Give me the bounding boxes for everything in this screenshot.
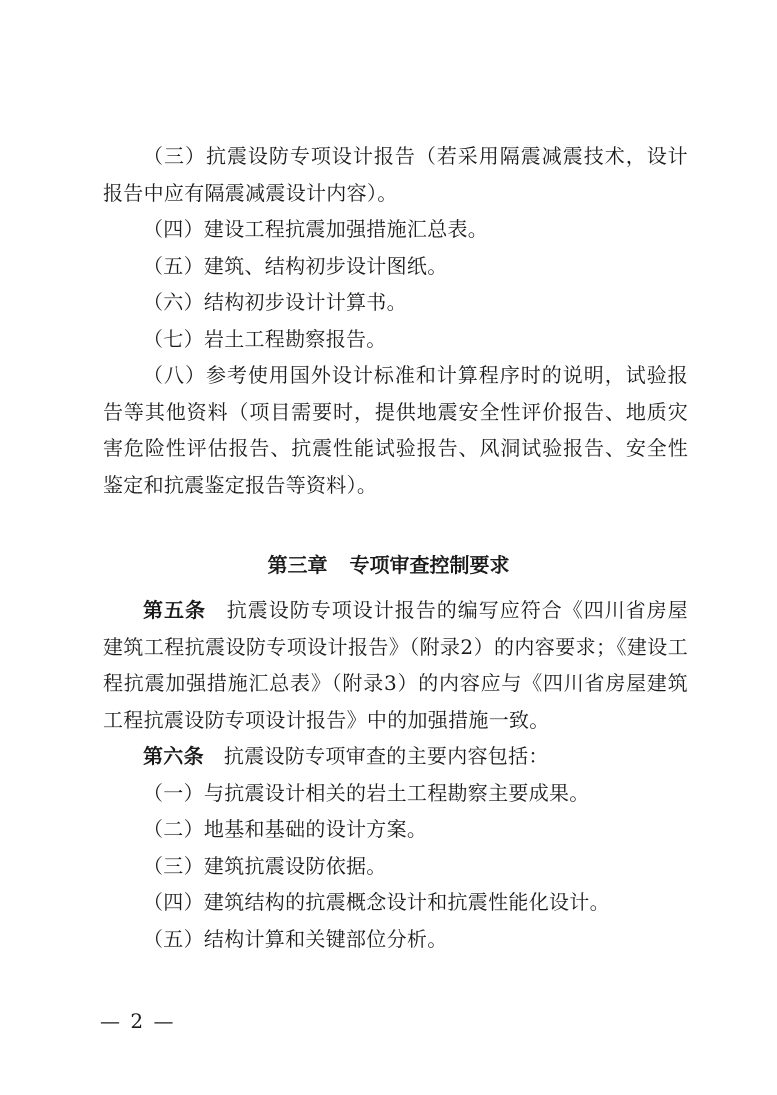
page-number: — 2 — <box>100 1009 176 1033</box>
review-item-3: （三）建筑抗震设防依据。 <box>143 853 387 878</box>
review-item-2: （二）地基和基础的设计方案。 <box>143 817 428 841</box>
submission-materials-list <box>103 138 688 503</box>
chapter-heading <box>0 550 777 580</box>
list-item-8: （八）参考使用国外设计标准和计算程序时的说明，试验报告等其他资料（项目需要时，提供地震安全性评价报告、地质灾害危险性评估报告、抗震性能试验报告、风洞试验报告、安全性鉴定和抗震鉴定报告等资料）。 <box>103 363 688 497</box>
article-5-text: 抗震设防专项设计报告的编写应符合《四川省房屋建筑工程抗震设防专项设计报告》（附录2）的内容要求；《建设工程抗震加强措施汇总表》（附录3）的内容应与《四川省房屋建筑工程抗震设防专项设计报告》中的加强措施一致。 <box>103 598 688 732</box>
chapter-body <box>103 592 688 957</box>
review-item-4: （四）建筑结构的抗震概念设计和抗震性能化设计。 <box>143 890 610 914</box>
article-5 <box>103 592 688 738</box>
list-item-7: （七）岩土工程勘察报告。 <box>143 326 387 351</box>
article-6-text: 抗震设防专项审查的主要内容包括： <box>223 744 549 768</box>
chapter-title: 专项审查控制要求 <box>349 553 510 577</box>
list-item-5: （五）建筑、结构初步设计图纸。 <box>143 253 448 278</box>
article-6-heading: 第六条 <box>143 744 204 768</box>
article-6 <box>103 738 688 775</box>
list-item-3: （三）抗震设防专项设计报告（若采用隔震减震技术，设计报告中应有隔震减震设计内容）。 <box>103 144 688 205</box>
review-item-5: （五）结构计算和关键部位分析。 <box>143 926 448 951</box>
article-5-heading: 第五条 <box>143 598 206 622</box>
list-item-6: （六）结构初步设计计算书。 <box>143 290 407 314</box>
chapter-number: 第三章 <box>267 553 328 577</box>
list-item-4: （四）建设工程抗震加强措施汇总表。 <box>143 217 489 241</box>
review-item-1: （一）与抗震设计相关的岩土工程勘察主要成果。 <box>143 780 590 805</box>
